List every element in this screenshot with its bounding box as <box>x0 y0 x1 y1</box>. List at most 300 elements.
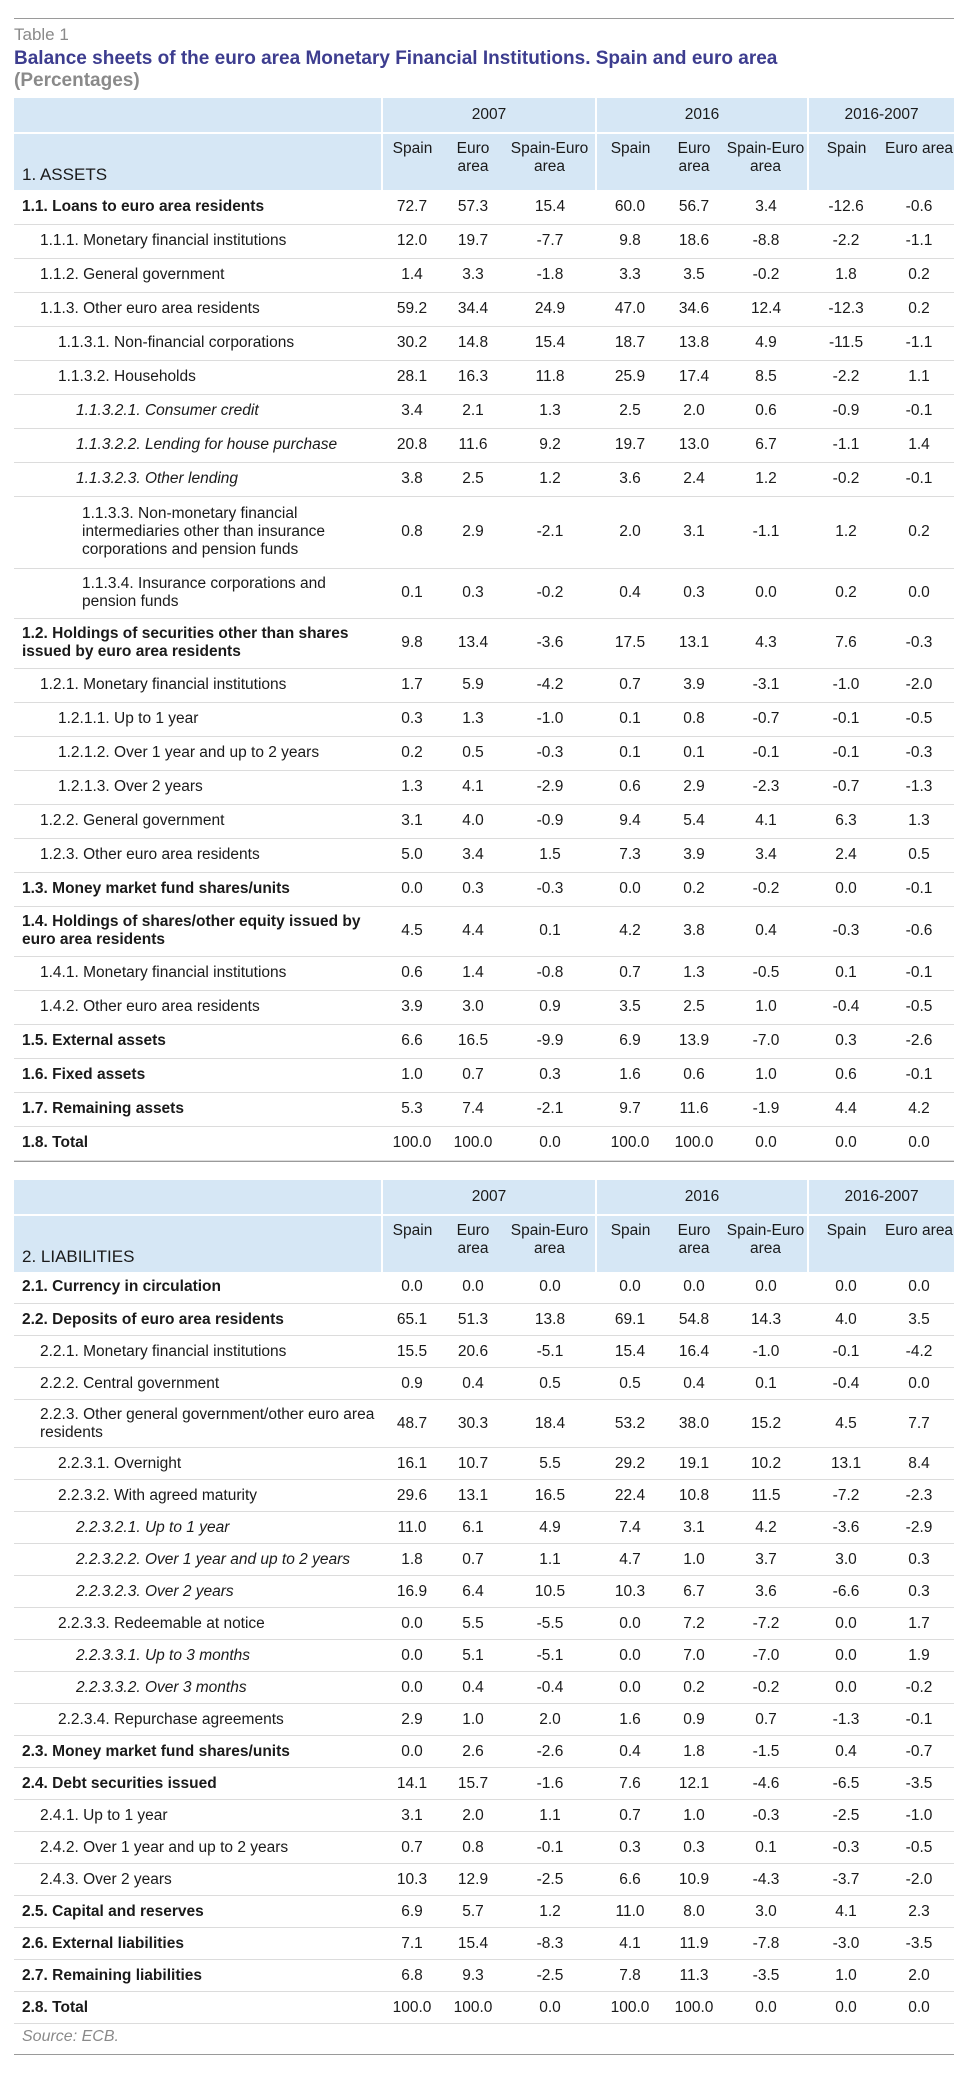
cell-value: 18.7 <box>596 326 664 360</box>
col-header: Spain-Euro area <box>504 1215 596 1272</box>
table-row <box>14 1640 954 1672</box>
table-subtitle: (Percentages) <box>14 70 140 91</box>
cell-value: 11.6 <box>664 1092 724 1126</box>
cell-value: 5.3 <box>382 1092 442 1126</box>
cell-value: -3.0 <box>808 1928 884 1960</box>
table-row <box>14 1544 954 1576</box>
cell-value: -3.1 <box>724 668 808 702</box>
cell-value: 0.0 <box>884 1272 954 1304</box>
cell-value: 4.0 <box>808 1304 884 1336</box>
row-label: 1.4.1. Monetary financial institutions <box>14 956 382 990</box>
cell-value: -3.7 <box>808 1864 884 1896</box>
cell-value: -0.3 <box>884 736 954 770</box>
cell-value: 0.0 <box>808 1126 884 1160</box>
cell-value: 9.2 <box>504 428 596 462</box>
cell-value: 9.4 <box>596 804 664 838</box>
table-row <box>14 1672 954 1704</box>
table-row <box>14 1736 954 1768</box>
row-label: 1.8. Total <box>14 1126 382 1160</box>
cell-value: 3.4 <box>382 394 442 428</box>
cell-value: 7.6 <box>808 618 884 668</box>
cell-value: -1.1 <box>884 224 954 258</box>
cell-value: 47.0 <box>596 292 664 326</box>
cell-value: 0.7 <box>442 1058 504 1092</box>
cell-value: 57.3 <box>442 190 504 224</box>
cell-value: 4.4 <box>442 906 504 956</box>
liabilities-group-header <box>14 1180 954 1215</box>
cell-value: 0.3 <box>504 1058 596 1092</box>
assets-group-header <box>14 98 954 133</box>
cell-value: 4.5 <box>382 906 442 956</box>
cell-value: 69.1 <box>596 1304 664 1336</box>
cell-value: 0.0 <box>808 1992 884 2024</box>
row-label: 1.1.3.2.3. Other lending <box>14 462 382 496</box>
col-header: Euro area <box>442 1215 504 1272</box>
cell-value: 20.6 <box>442 1336 504 1368</box>
cell-value: -0.3 <box>808 906 884 956</box>
cell-value: -0.5 <box>724 956 808 990</box>
col-header: Euro area <box>884 133 954 190</box>
cell-value: -2.1 <box>504 1092 596 1126</box>
cell-value: 3.6 <box>724 1576 808 1608</box>
row-label: 2.3. Money market fund shares/units <box>14 1736 382 1768</box>
row-label: 1.6. Fixed assets <box>14 1058 382 1092</box>
cell-value: 19.7 <box>442 224 504 258</box>
table-row <box>14 394 954 428</box>
cell-value: 3.3 <box>442 258 504 292</box>
cell-value: 3.0 <box>808 1544 884 1576</box>
cell-value: 3.5 <box>596 990 664 1024</box>
cell-value: 0.7 <box>442 1544 504 1576</box>
cell-value: -0.7 <box>724 702 808 736</box>
cell-value: 0.0 <box>596 1640 664 1672</box>
cell-value: 0.0 <box>884 1992 954 2024</box>
cell-value: 1.8 <box>808 258 884 292</box>
cell-value: 0.4 <box>442 1672 504 1704</box>
cell-value: 14.3 <box>724 1304 808 1336</box>
cell-value: 11.8 <box>504 360 596 394</box>
cell-value: 10.3 <box>382 1864 442 1896</box>
cell-value: 0.7 <box>596 1800 664 1832</box>
cell-value: 0.8 <box>382 496 442 568</box>
cell-value: -0.1 <box>724 736 808 770</box>
table-row <box>14 906 954 956</box>
row-label: 1.1.3.4. Insurance corporations and pension funds <box>14 568 382 618</box>
cell-value: -2.1 <box>504 496 596 568</box>
cell-value: 15.4 <box>504 190 596 224</box>
row-label: 1.4.2. Other euro area residents <box>14 990 382 1024</box>
cell-value: -7.2 <box>724 1608 808 1640</box>
cell-value: -1.1 <box>808 428 884 462</box>
table-row <box>14 1480 954 1512</box>
cell-value: -0.6 <box>884 906 954 956</box>
cell-value: 0.1 <box>596 702 664 736</box>
cell-value: 6.7 <box>724 428 808 462</box>
cell-value: 20.8 <box>382 428 442 462</box>
row-label: 2.5. Capital and reserves <box>14 1896 382 1928</box>
cell-value: 34.6 <box>664 292 724 326</box>
cell-value: 12.9 <box>442 1864 504 1896</box>
row-label: 2.2.1. Monetary financial institutions <box>14 1336 382 1368</box>
cell-value: 3.9 <box>664 668 724 702</box>
cell-value: 56.7 <box>664 190 724 224</box>
cell-value: 2.3 <box>884 1896 954 1928</box>
assets-column-header <box>14 133 954 190</box>
row-label: 2.2.2. Central government <box>14 1368 382 1400</box>
cell-value: 0.4 <box>724 906 808 956</box>
cell-value: -0.3 <box>808 1832 884 1864</box>
cell-value: 24.9 <box>504 292 596 326</box>
row-label: 1.1.3.2.2. Lending for house purchase <box>14 428 382 462</box>
cell-value: -0.9 <box>808 394 884 428</box>
source-note: Source: ECB. <box>22 2028 119 2045</box>
cell-value: 0.3 <box>808 1024 884 1058</box>
group-header-2007: 2007 <box>382 98 596 133</box>
cell-value: 2.0 <box>596 496 664 568</box>
cell-value: 0.0 <box>808 1672 884 1704</box>
table-row <box>14 668 954 702</box>
cell-value: 0.8 <box>664 702 724 736</box>
cell-value: -8.3 <box>504 1928 596 1960</box>
cell-value: 1.0 <box>382 1058 442 1092</box>
cell-value: 0.2 <box>664 1672 724 1704</box>
cell-value: -2.3 <box>884 1480 954 1512</box>
row-label: 1.1.1. Monetary financial institutions <box>14 224 382 258</box>
col-header: Euro area <box>884 1215 954 1272</box>
cell-value: 0.4 <box>808 1736 884 1768</box>
table-row <box>14 1272 954 1304</box>
table-row <box>14 1992 954 2024</box>
cell-value: 100.0 <box>442 1992 504 2024</box>
cell-value: -0.2 <box>724 258 808 292</box>
section-label-assets: 1. ASSETS <box>14 133 382 190</box>
cell-value: 0.5 <box>442 736 504 770</box>
cell-value: 15.2 <box>724 1400 808 1448</box>
cell-value: 0.0 <box>596 872 664 906</box>
cell-value: 3.1 <box>664 1512 724 1544</box>
cell-value: 4.3 <box>724 618 808 668</box>
cell-value: 4.0 <box>442 804 504 838</box>
table-row <box>14 1832 954 1864</box>
cell-value: 1.3 <box>382 770 442 804</box>
cell-value: -12.3 <box>808 292 884 326</box>
cell-value: 6.3 <box>808 804 884 838</box>
row-label: 2.4.1. Up to 1 year <box>14 1800 382 1832</box>
cell-value: 7.4 <box>596 1512 664 1544</box>
cell-value: 2.9 <box>442 496 504 568</box>
cell-value: -3.6 <box>808 1512 884 1544</box>
table-row <box>14 770 954 804</box>
table-row <box>14 462 954 496</box>
cell-value: -2.2 <box>808 360 884 394</box>
cell-value: 0.6 <box>724 394 808 428</box>
cell-value: -2.5 <box>808 1800 884 1832</box>
cell-value: 1.6 <box>596 1058 664 1092</box>
cell-value: 54.8 <box>664 1304 724 1336</box>
cell-value: -1.3 <box>808 1704 884 1736</box>
cell-value: 0.1 <box>724 1368 808 1400</box>
cell-value: 4.2 <box>724 1512 808 1544</box>
cell-value: 100.0 <box>596 1992 664 2024</box>
cell-value: 3.4 <box>724 838 808 872</box>
cell-value: 6.1 <box>442 1512 504 1544</box>
cell-value: 2.4 <box>664 462 724 496</box>
cell-value: -1.1 <box>884 326 954 360</box>
cell-value: 6.9 <box>596 1024 664 1058</box>
col-header: Spain <box>596 133 664 190</box>
cell-value: 0.1 <box>808 956 884 990</box>
cell-value: -0.3 <box>724 1800 808 1832</box>
row-label: 1.2.2. General government <box>14 804 382 838</box>
cell-value: 7.6 <box>596 1768 664 1800</box>
cell-value: 13.9 <box>664 1024 724 1058</box>
row-label: 2.6. External liabilities <box>14 1928 382 1960</box>
cell-value: 9.8 <box>596 224 664 258</box>
cell-value: 0.1 <box>382 568 442 618</box>
cell-value: 3.3 <box>596 258 664 292</box>
cell-value: 59.2 <box>382 292 442 326</box>
cell-value: 0.9 <box>382 1368 442 1400</box>
cell-value: 1.1 <box>504 1544 596 1576</box>
cell-value: -0.1 <box>808 1336 884 1368</box>
cell-value: -7.0 <box>724 1024 808 1058</box>
cell-value: 10.7 <box>442 1448 504 1480</box>
cell-value: 7.8 <box>596 1960 664 1992</box>
cell-value: -4.2 <box>504 668 596 702</box>
cell-value: 13.0 <box>664 428 724 462</box>
table-row <box>14 618 954 668</box>
cell-value: 2.0 <box>442 1800 504 1832</box>
cell-value: 4.5 <box>808 1400 884 1448</box>
section-label-liabilities: 2. LIABILITIES <box>14 1215 382 1272</box>
cell-value: 16.1 <box>382 1448 442 1480</box>
cell-value: 28.1 <box>382 360 442 394</box>
col-header: Spain <box>596 1215 664 1272</box>
table-row <box>14 1896 954 1928</box>
cell-value: 7.7 <box>884 1400 954 1448</box>
cell-value: -0.1 <box>884 1704 954 1736</box>
cell-value: 7.2 <box>664 1608 724 1640</box>
cell-value: 0.3 <box>442 872 504 906</box>
cell-value: 1.3 <box>664 956 724 990</box>
cell-value: 0.1 <box>504 906 596 956</box>
col-header: Euro area <box>442 133 504 190</box>
row-label: 2.2. Deposits of euro area residents <box>14 1304 382 1336</box>
cell-value: 3.8 <box>382 462 442 496</box>
cell-value: 1.8 <box>664 1736 724 1768</box>
cell-value: 3.0 <box>724 1896 808 1928</box>
cell-value: 0.3 <box>884 1576 954 1608</box>
cell-value: 6.4 <box>442 1576 504 1608</box>
cell-value: 1.0 <box>724 1058 808 1092</box>
cell-value: 0.0 <box>884 1126 954 1160</box>
cell-value: 0.2 <box>884 496 954 568</box>
cell-value: 8.5 <box>724 360 808 394</box>
cell-value: 15.4 <box>596 1336 664 1368</box>
cell-value: 11.5 <box>724 1480 808 1512</box>
cell-value: 13.4 <box>442 618 504 668</box>
cell-value: 0.1 <box>596 736 664 770</box>
cell-value: 0.3 <box>442 568 504 618</box>
cell-value: 0.5 <box>504 1368 596 1400</box>
cell-value: 19.7 <box>596 428 664 462</box>
cell-value: -2.6 <box>884 1024 954 1058</box>
cell-value: 65.1 <box>382 1304 442 1336</box>
cell-value: 0.8 <box>442 1832 504 1864</box>
row-label: 2.2.3.1. Overnight <box>14 1448 382 1480</box>
table-row <box>14 1336 954 1368</box>
cell-value: -0.1 <box>808 736 884 770</box>
top-rule <box>14 18 954 19</box>
cell-value: -4.6 <box>724 1768 808 1800</box>
cell-value: -1.0 <box>884 1800 954 1832</box>
cell-value: 3.1 <box>382 1800 442 1832</box>
table-row <box>14 1800 954 1832</box>
cell-value: -2.2 <box>808 224 884 258</box>
row-label: 1.1.3.3. Non-monetary financial intermediaries other than insurance corporations and pension funds <box>14 496 382 568</box>
group-header-2016: 2016 <box>596 1180 808 1215</box>
cell-value: 16.9 <box>382 1576 442 1608</box>
cell-value: -6.6 <box>808 1576 884 1608</box>
cell-value: 0.6 <box>664 1058 724 1092</box>
cell-value: -0.5 <box>884 702 954 736</box>
cell-value: 0.2 <box>884 258 954 292</box>
cell-value: 13.1 <box>664 618 724 668</box>
cell-value: 8.4 <box>884 1448 954 1480</box>
header-blank <box>14 98 382 133</box>
row-label: 2.2.3.2. With agreed maturity <box>14 1480 382 1512</box>
table-row <box>14 1092 954 1126</box>
cell-value: 16.5 <box>442 1024 504 1058</box>
cell-value: 1.7 <box>382 668 442 702</box>
cell-value: -1.0 <box>808 668 884 702</box>
cell-value: 10.2 <box>724 1448 808 1480</box>
table-row <box>14 1704 954 1736</box>
cell-value: 3.5 <box>664 258 724 292</box>
cell-value: 0.0 <box>382 1608 442 1640</box>
liabilities-table <box>14 1180 954 2025</box>
cell-value: -1.9 <box>724 1092 808 1126</box>
col-header: Spain <box>808 133 884 190</box>
cell-value: -8.8 <box>724 224 808 258</box>
cell-value: 0.9 <box>504 990 596 1024</box>
cell-value: 0.3 <box>382 702 442 736</box>
cell-value: 6.6 <box>382 1024 442 1058</box>
cell-value: 2.4 <box>808 838 884 872</box>
cell-value: 100.0 <box>664 1126 724 1160</box>
cell-value: 100.0 <box>382 1992 442 2024</box>
cell-value: -9.9 <box>504 1024 596 1058</box>
section-divider <box>14 1161 954 1180</box>
cell-value: 0.4 <box>664 1368 724 1400</box>
cell-value: 0.0 <box>808 1272 884 1304</box>
table-row <box>14 1024 954 1058</box>
cell-value: 2.0 <box>504 1704 596 1736</box>
cell-value: 16.4 <box>664 1336 724 1368</box>
cell-value: 1.3 <box>442 702 504 736</box>
cell-value: -4.2 <box>884 1336 954 1368</box>
cell-value: 0.0 <box>382 872 442 906</box>
cell-value: 4.4 <box>808 1092 884 1126</box>
cell-value: 4.2 <box>884 1092 954 1126</box>
cell-value: 12.0 <box>382 224 442 258</box>
cell-value: -0.4 <box>808 1368 884 1400</box>
cell-value: 0.7 <box>596 668 664 702</box>
cell-value: -1.1 <box>724 496 808 568</box>
cell-value: 3.5 <box>884 1304 954 1336</box>
cell-value: -7.0 <box>724 1640 808 1672</box>
cell-value: 0.1 <box>724 1832 808 1864</box>
cell-value: 3.8 <box>664 906 724 956</box>
cell-value: 0.0 <box>724 1272 808 1304</box>
cell-value: 1.2 <box>504 462 596 496</box>
cell-value: 29.6 <box>382 1480 442 1512</box>
table-row <box>14 258 954 292</box>
cell-value: -1.5 <box>724 1736 808 1768</box>
cell-value: 1.4 <box>382 258 442 292</box>
cell-value: -6.5 <box>808 1768 884 1800</box>
cell-value: 9.8 <box>382 618 442 668</box>
cell-value: 13.1 <box>808 1448 884 1480</box>
cell-value: 4.2 <box>596 906 664 956</box>
cell-value: 6.9 <box>382 1896 442 1928</box>
cell-value: -2.6 <box>504 1736 596 1768</box>
cell-value: -2.9 <box>504 770 596 804</box>
cell-value: 1.6 <box>596 1704 664 1736</box>
cell-value: 51.3 <box>442 1304 504 1336</box>
cell-value: 1.5 <box>504 838 596 872</box>
group-header-diff: 2016-2007 <box>808 98 954 133</box>
cell-value: -2.3 <box>724 770 808 804</box>
col-header: Euro area <box>664 1215 724 1272</box>
cell-value: 6.8 <box>382 1960 442 1992</box>
cell-value: 1.2 <box>504 1896 596 1928</box>
cell-value: 0.0 <box>884 1368 954 1400</box>
cell-value: -7.2 <box>808 1480 884 1512</box>
cell-value: -5.1 <box>504 1640 596 1672</box>
cell-value: 19.1 <box>664 1448 724 1480</box>
cell-value: 10.5 <box>504 1576 596 1608</box>
cell-value: 22.4 <box>596 1480 664 1512</box>
cell-value: 0.9 <box>664 1704 724 1736</box>
table-row <box>14 1960 954 1992</box>
row-label: 1.2. Holdings of securities other than shares issued by euro area residents <box>14 618 382 668</box>
cell-value: 4.1 <box>596 1928 664 1960</box>
cell-value: 9.3 <box>442 1960 504 1992</box>
col-header: Spain <box>382 1215 442 1272</box>
cell-value: -1.0 <box>504 702 596 736</box>
assets-rows <box>14 190 954 1160</box>
cell-value: 3.4 <box>442 838 504 872</box>
cell-value: 7.1 <box>382 1928 442 1960</box>
cell-value: 0.0 <box>724 568 808 618</box>
cell-value: 29.2 <box>596 1448 664 1480</box>
cell-value: 3.6 <box>596 462 664 496</box>
cell-value: 13.1 <box>442 1480 504 1512</box>
row-label: 1.2.1.1. Up to 1 year <box>14 702 382 736</box>
table-document <box>14 0 954 2055</box>
table-row <box>14 1126 954 1160</box>
row-label: 2.2.3.3. Redeemable at notice <box>14 1608 382 1640</box>
cell-value: 3.7 <box>724 1544 808 1576</box>
col-header: Spain-Euro area <box>724 133 808 190</box>
cell-value: 1.1 <box>884 360 954 394</box>
cell-value: -1.0 <box>724 1336 808 1368</box>
cell-value: 0.1 <box>664 736 724 770</box>
table-row <box>14 804 954 838</box>
cell-value: 4.7 <box>596 1544 664 1576</box>
table-row <box>14 702 954 736</box>
